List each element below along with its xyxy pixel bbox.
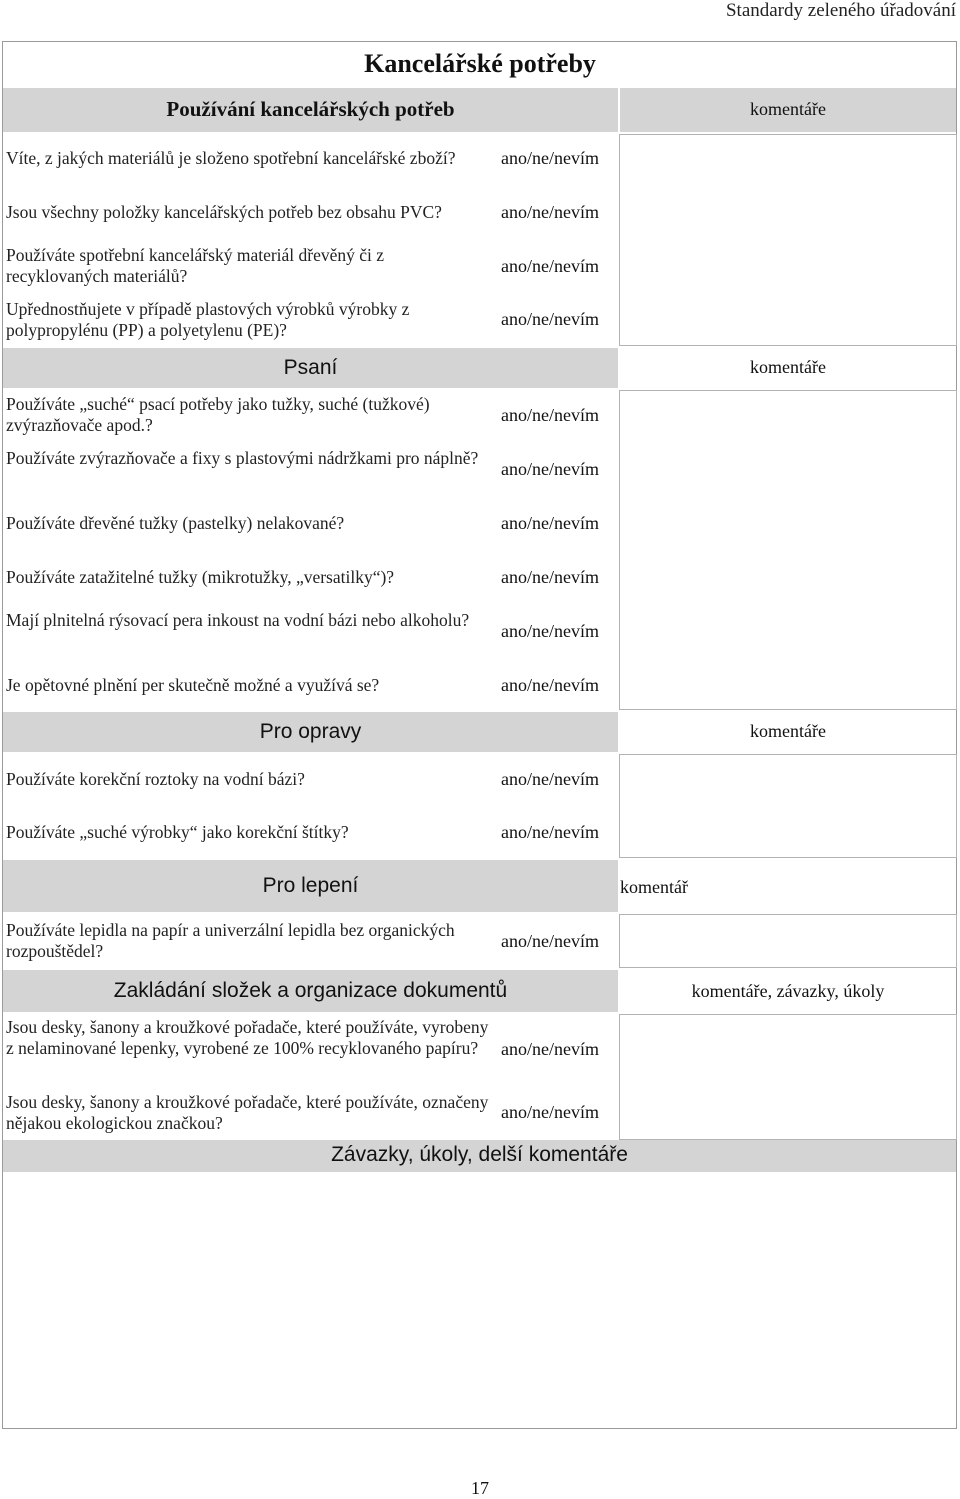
answer-option[interactable]: ano/ne/nevím	[501, 513, 599, 533]
question: Víte, z jakých materiálů je složeno spotřební kancelářské zboží?	[6, 148, 456, 168]
question: Používáte „suché“ psací potřeby jako tužky, suché (tužkové) zvýrazňovače apod.?	[6, 394, 430, 435]
comment-box-slozky[interactable]	[619, 1014, 957, 1140]
section-comment-label: komentáře	[750, 721, 826, 741]
question: Používáte dřevěné tužky (pastelky) nelakované?	[6, 513, 345, 533]
section-heading-psani: Psaní	[283, 356, 338, 379]
section-heading-lepeni: Pro lepení	[262, 874, 359, 897]
question: Používáte zvýrazňovače a fixy s plastovými nádržkami pro náplně?	[6, 448, 479, 468]
comment-box-psani[interactable]	[619, 390, 957, 710]
section-heading-zavazky: Závazky, úkoly, delší komentáře	[331, 1143, 628, 1166]
question: Používáte „suché výrobky“ jako korekční štítky?	[6, 822, 349, 842]
section-comment-label: komentáře, závazky, úkoly	[691, 981, 885, 1001]
question: Používáte zatažitelné tužky (mikrotužky, „versatilky“)?	[6, 567, 395, 587]
comment-box-pouzivani[interactable]	[619, 134, 957, 346]
section-comment-label: komentář	[620, 877, 688, 897]
question: Jsou desky, šanony a kroužkové pořadače, které používáte, označeny nějakou ekologickou značkou?	[6, 1092, 489, 1133]
answer-option[interactable]: ano/ne/nevím	[501, 309, 599, 329]
comment-box-lepeni[interactable]	[619, 914, 957, 968]
question: Jsou desky, šanony a kroužkové pořadače, které používáte, vyrobeny z nelaminované lepenky, vyrobené ze 100% recyklovaného papíru?	[6, 1017, 489, 1058]
answer-option[interactable]: ano/ne/nevím	[501, 675, 599, 695]
section-comment-label: komentáře	[750, 99, 826, 119]
question: Je opětovné plnění per skutečně možné a využívá se?	[6, 675, 380, 695]
answer-option[interactable]: ano/ne/nevím	[501, 822, 599, 842]
answer-option[interactable]: ano/ne/nevím	[501, 148, 599, 168]
document-title: Kancelářské potřeby	[364, 49, 596, 78]
section-heading-slozky: Zakládání složek a organizace dokumentů	[113, 979, 508, 1002]
question: Mají plnitelná rýsovací pera inkoust na vodní bázi nebo alkoholu?	[6, 610, 470, 630]
answer-option[interactable]: ano/ne/nevím	[501, 459, 599, 479]
section-comment-label: komentáře	[750, 357, 826, 377]
answer-option[interactable]: ano/ne/nevím	[501, 256, 599, 276]
section-heading-pouzivani: Používání kancelářských potřeb	[166, 97, 455, 121]
answer-option[interactable]: ano/ne/nevím	[501, 621, 599, 641]
section-heading-opravy: Pro opravy	[259, 720, 362, 743]
answer-option[interactable]: ano/ne/nevím	[501, 567, 599, 587]
answer-option[interactable]: ano/ne/nevím	[501, 931, 599, 951]
question: Používáte korekční roztoky na vodní bázi?	[6, 769, 305, 789]
comment-box-opravy[interactable]	[619, 754, 957, 858]
answer-option[interactable]: ano/ne/nevím	[501, 1102, 599, 1122]
question: Používáte lepidla na papír a univerzální lepidla bez organických rozpouštědel?	[6, 920, 455, 961]
answer-option[interactable]: ano/ne/nevím	[501, 202, 599, 222]
running-header: Standardy zeleného úřadování	[725, 0, 956, 21]
question: Používáte spotřební kancelářský materiál dřevěný či z recyklovaných materiálů?	[6, 245, 385, 286]
question: Jsou všechny položky kancelářských potřeb bez obsahu PVC?	[6, 202, 442, 222]
answer-option[interactable]: ano/ne/nevím	[501, 405, 599, 425]
answer-option[interactable]: ano/ne/nevím	[501, 1039, 599, 1059]
answer-option[interactable]: ano/ne/nevím	[501, 769, 599, 789]
commitments-text-area[interactable]	[3, 1172, 956, 1428]
question: Upřednostňujete v případě plastových výrobků výrobky z polypropylénu (PP) a polyetylenu (PE)?	[6, 299, 410, 340]
page-number: 17	[471, 1478, 489, 1498]
